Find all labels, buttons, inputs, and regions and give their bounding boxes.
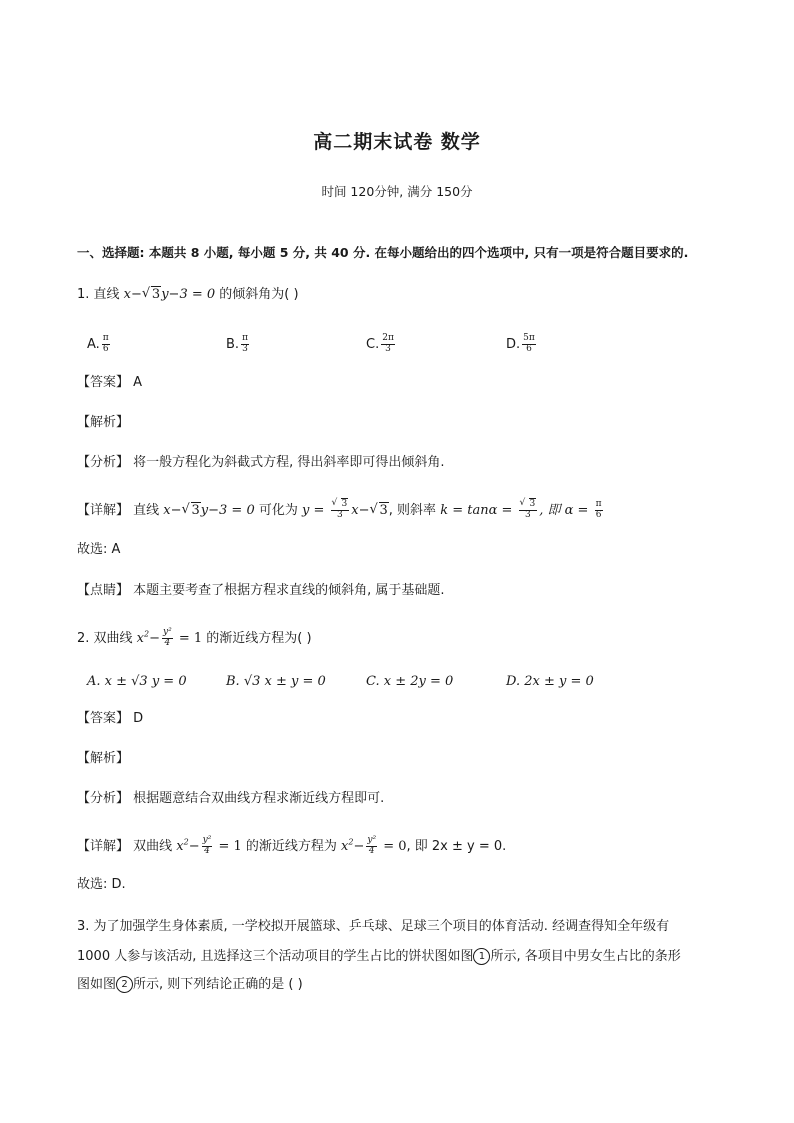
q1-option-b: B. $\frac{\pi}{3}$ (226, 333, 248, 354)
q1-option-d: D. $\frac{5\pi}{6}$ (506, 333, 535, 354)
q2-choice: 故选: D. (77, 877, 126, 892)
q1-detail: 【详解】 直线 x−√ 3y−3 = 0 可化为 y = √ $\frac{3}{3}$ x−√ 3, 则斜率 k = tanα = √ $\frac{3}{3}$ , 即 α = $\frac{\pi}{6}$ (77, 500, 605, 521)
q1-option-c: C. $\frac{2\pi}{3}$ (366, 333, 394, 354)
q2-option-d: D. 2x ± y = 0 (506, 674, 594, 689)
q1-choice: 故选: A (77, 542, 121, 557)
q3-line-2: 1000 人参与该活动, 且选择这三个活动项目的学生占比的饼状图如图 1 所示, 各项目中男女生占比的条形 (77, 949, 681, 964)
q1-comment: 【点睛】 本题主要考查了根据方程求直线的倾斜角, 属于基础题. (77, 583, 445, 598)
q2-option-c: C. x ± 2y = 0 (366, 674, 454, 689)
q1-analysis-label: 【解析】 (77, 415, 130, 430)
q3-line-3: 图如图 2 所示, 则下列结论正确的是 ( ) (77, 977, 303, 992)
q1-sqrt: √ 3 (142, 288, 161, 301)
q1-suffix: 的倾斜角为( ) (215, 287, 299, 302)
q2-answer: 【答案】 D (77, 711, 144, 726)
q3-line-1: 3. 为了加强学生身体素质, 一学校拟开展篮球、乒乓球、足球三个项目的体育活动. 经调查得知全年级有 (77, 919, 670, 934)
q1-eq-rest: y−3 = 0 (161, 287, 216, 302)
figure-1-marker: 1 (473, 948, 490, 965)
q2-analysis: 【分析】 根据题意结合双曲线方程求渐近线方程即可. (77, 791, 385, 806)
exam-subtitle: 时间 120分钟, 满分 150分 (321, 184, 473, 199)
q2-option-a: A. x ± √3 y = 0 (87, 674, 187, 689)
q1-option-a: A. $\frac{\pi}{6}$ (87, 333, 109, 354)
q2-analysis-label: 【解析】 (77, 751, 130, 766)
figure-2-marker: 2 (116, 976, 133, 993)
question-1-stem (77, 288, 299, 301)
q1-eq-x: x (123, 287, 132, 302)
q2-detail: 【详解】 双曲线 $x^2-$ $\frac{\text{y²}}{4}$ = 1 的渐近线方程为 $x^2-$ $\frac{\text{y²}}{4}$ = 0, 即 2x ± y = 0. (77, 835, 507, 856)
question-2-stem: 2. 双曲线 $x^2-$ $\frac{\text{y²}}{4}$ = 1 的渐近线方程为( ) (77, 627, 312, 648)
q1-eq-minus: − (131, 287, 142, 302)
q2-option-b: B. √3 x ± y = 0 (226, 674, 326, 689)
page-title: 高二期末试卷 数学 (313, 131, 481, 153)
section-heading: 一、选择题: 本题共 8 小题, 每小题 5 分, 共 40 分. 在每小题给出的四个选项中, 只有一项是符合题目要求的. (77, 245, 689, 260)
q1-prefix: 1. 直线 (77, 287, 124, 302)
q1-answer: 【答案】 A (77, 375, 143, 390)
q1-analysis: 【分析】 将一般方程化为斜截式方程, 得出斜率即可得出倾斜角. (77, 455, 445, 470)
